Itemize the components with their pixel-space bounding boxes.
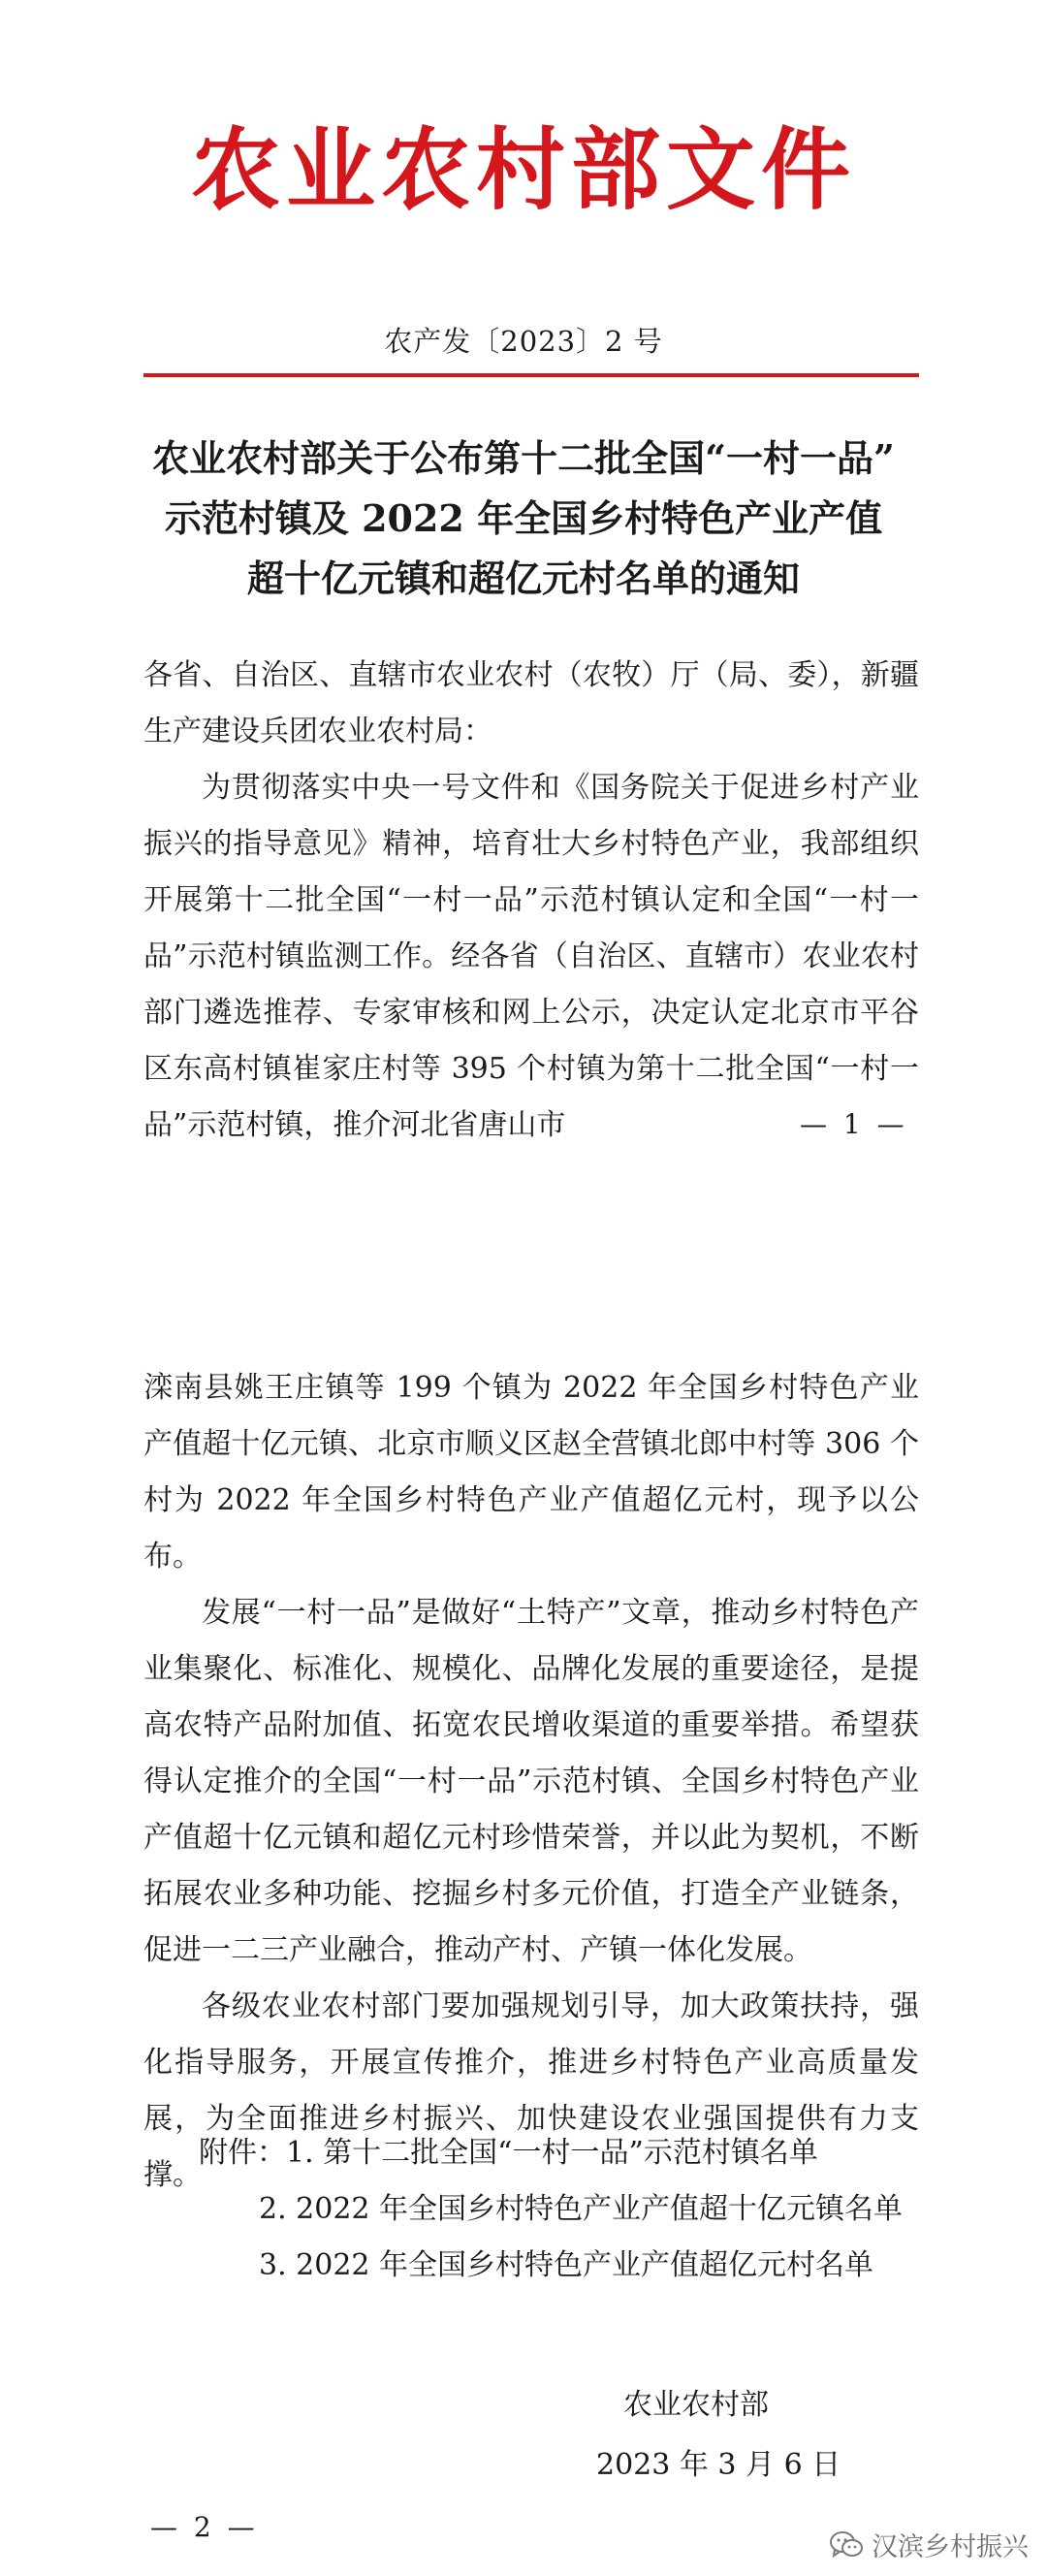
signature-organization: 农业农村部: [623, 2388, 769, 2422]
red-separator-line: [143, 373, 919, 377]
page2-body: [143, 1360, 919, 2204]
attachment-item: 1. 第十二批全国“一村一品”示范村镇名单: [286, 2136, 818, 2170]
title-line: 农业农村部关于公布第十二批全国“一村一品”: [152, 436, 895, 480]
watermark: [829, 2526, 1029, 2563]
title-line: 示范村镇及 2022 年全国乡村特色产业产值: [164, 496, 883, 540]
paragraph-1-continued: 滦南县姚王庄镇等 199 个镇为 2022 年全国乡村特色产业产值超十亿元镇、北京市顺义区赵全营镇北郎中村等 306 个村为 2022 年全国乡村特色产业产值超亿元村，现予以公布。: [143, 1371, 919, 1574]
masthead-title: 农业农村部文件: [190, 117, 856, 222]
notice-title: [0, 429, 1047, 609]
signature-date: 2023 年 3 月 6 日: [596, 2448, 841, 2482]
watermark-text: 汉滨乡村振兴: [872, 2532, 1029, 2562]
paragraph-2: 发展“一村一品”是做好“土特产”文章，推动乡村特色产业集聚化、标准化、规模化、品牌化发展的重要途径，是提高农特产品附加值、拓宽农民增收渠道的重要举措。希望获得认定推介的全国“一村一品”示范村镇、全国乡村特色产业产值超十亿元镇和超亿元村珍惜荣誉，并以此为契机，不断拓展农业多种功能、挖掘乡村多元价值，打造全产业链条，促进一二三产业融合，推动产村、产镇一体化发展。: [143, 1596, 919, 1967]
document-number: 农产发〔2023〕2 号: [384, 325, 663, 358]
paragraph-3: 各级农业农村部门要加强规划引导，加大政策扶持，强化指导服务，开展宣传推介，推进乡村特色产业高质量发展，为全面推进乡村振兴、加快建设农业强国提供有力支撑。: [143, 1989, 919, 2192]
attachment-item: 3. 2022 年全国乡村特色产业产值超亿元村名单: [259, 2248, 874, 2282]
page1-body: [143, 648, 919, 1154]
attachment-item: 2. 2022 年全国乡村特色产业产值超十亿元镇名单: [259, 2192, 904, 2226]
wechat-icon: [829, 2529, 864, 2560]
addressee: 各省、自治区、直辖市农业农村（农牧）厅（局、委），新疆生产建设兵团农业农村局：: [143, 658, 919, 748]
title-line: 超十亿元镇和超亿元村名单的通知: [246, 557, 800, 600]
paragraph-1: 为贯彻落实中央一号文件和《国务院关于促进乡村产业振兴的指导意见》精神，培育壮大乡村特色产业，我部组织开展第十二批全国“一村一品”示范村镇认定和全国“一村一品”示范村镇监测工作。经各省（自治区、直辖市）农业农村部门遴选推荐、专家审核和网上公示，决定认定北京市平谷区东高村镇崔家庄村等 395 个村镇为第十二批全国“一村一品”示范村镇，推介河北省唐山市: [143, 771, 919, 1142]
page-number-1: — 1 —: [800, 1108, 908, 1140]
attachments-list: [199, 2125, 903, 2294]
attachments-label: 附件：: [199, 2136, 286, 2170]
page-number-2: — 2 —: [150, 2511, 259, 2543]
